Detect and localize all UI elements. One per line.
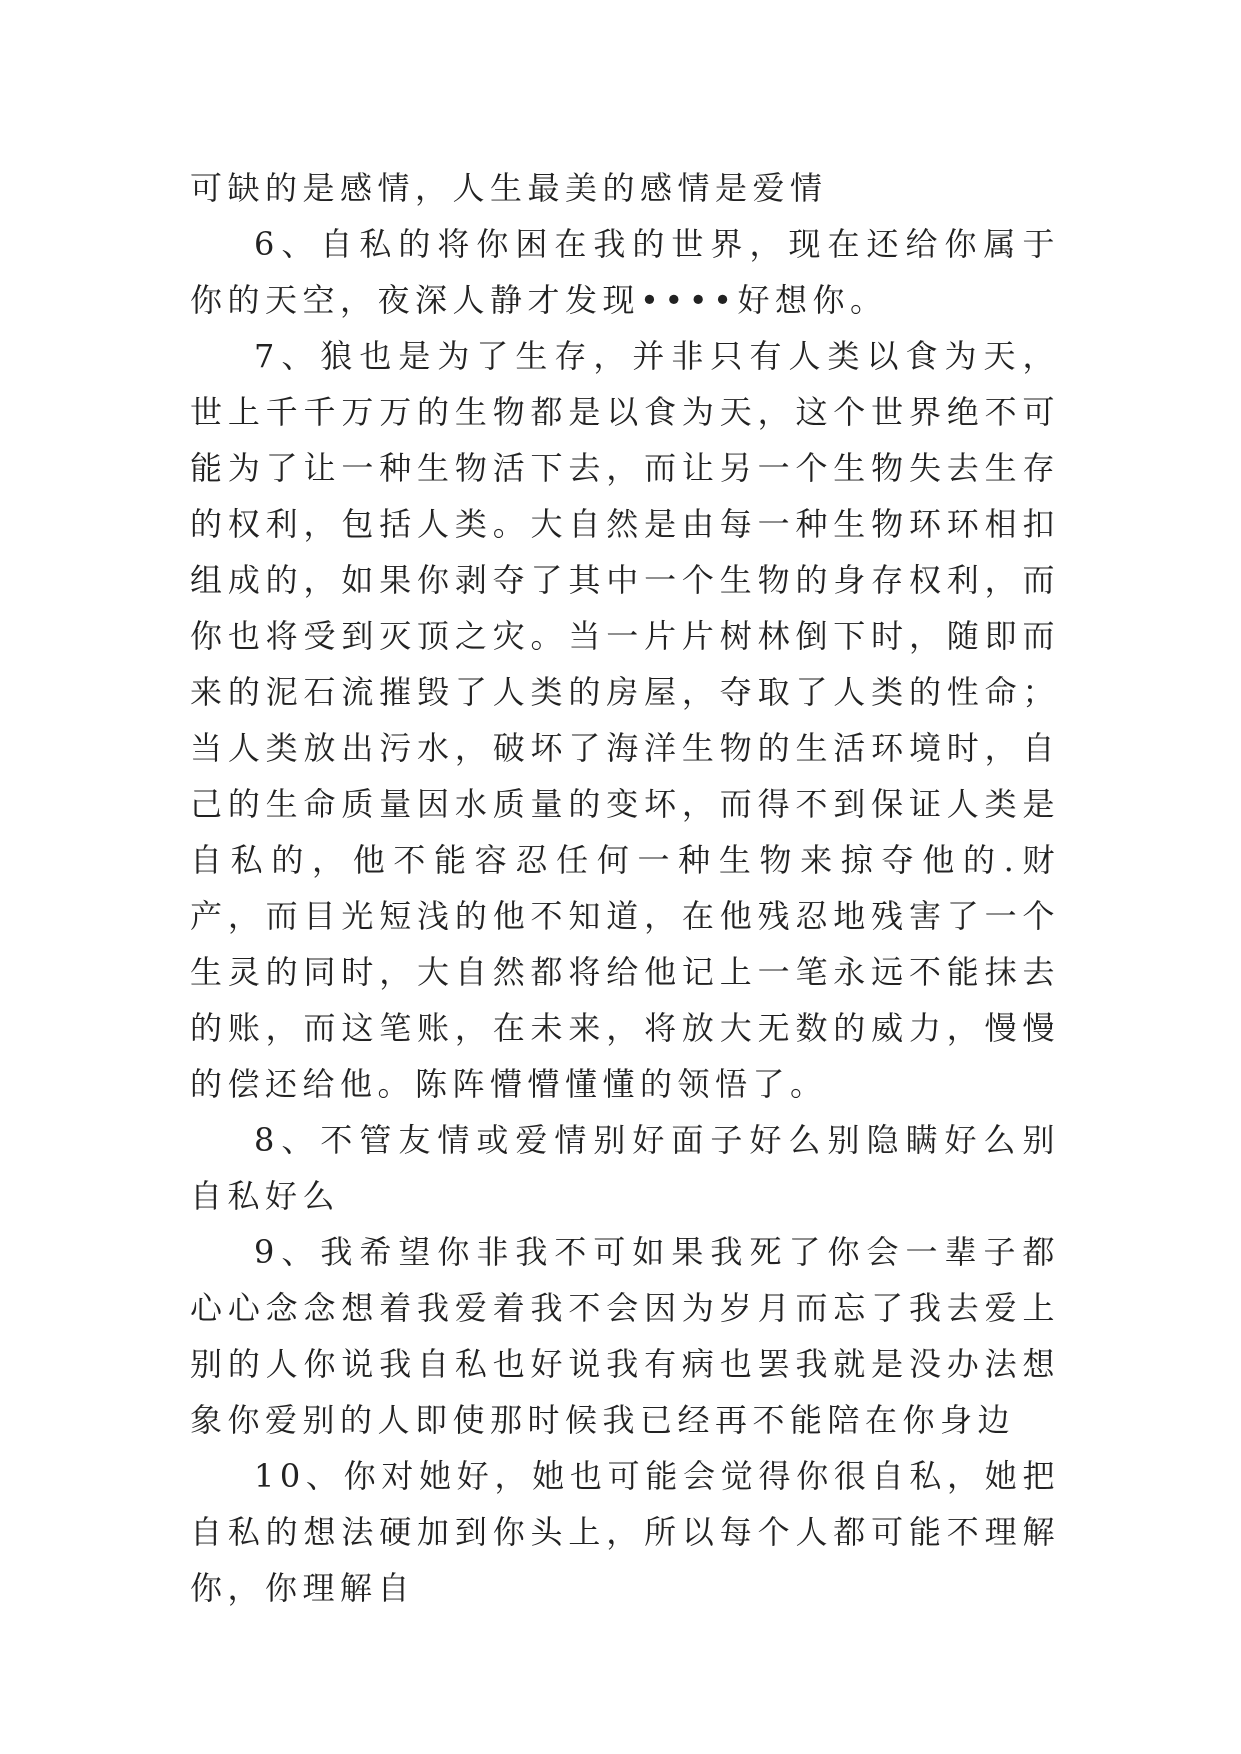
paragraph-continued: 可缺的是感情，人生最美的感情是爱情 [190,169,828,207]
paragraph-item-9: 9、我希望你非我不可如果我死了你会一辈子都心心念念想着我爱着我不会因为岁月而忘了我去爱上别的人你说我自私也好说我有病也罢我就是没办法想象你爱别的人即使那时候我已经再不能陪在你身边 [190,1233,1060,1439]
document-body [190,160,1060,1616]
paragraph-item-10: 10、你对她好，她也可能会觉得你很自私，她把自私的想法硬加到你头上，所以每个人都可能不理解你，你理解自 [190,1457,1060,1607]
paragraph-item-7: 7、狼也是为了生存，并非只有人类以食为天，世上千千万万的生物都是以食为天，这个世界绝不可能为了让一种生物活下去，而让另一个生物失去生存的权利，包括人类。大自然是由每一种生物环环相扣组成的，如果你剥夺了其中一个生物的身存权利，而你也将受到灭顶之灾。当一片片树林倒下时，随即而来的泥石流摧毁了人类的房屋，夺取了人类的性命；当人类放出污水，破坏了海洋生物的生活环境时，自己的生命质量因水质量的变坏，而得不到保证人类是自私的，他不能容忍任何一种生物来掠夺他的.财产，而目光短浅的他不知道，在他残忍地残害了一个生灵的同时，大自然都将给他记上一笔永远不能抹去的账，而这笔账，在未来，将放大无数的威力，慢慢的偿还给他。陈阵懵懵懂懂的领悟了。 [190,337,1060,1103]
paragraph-item-6: 6、自私的将你困在我的世界，现在还给你属于你的天空，夜深人静才发现••••好想你。 [190,225,1060,319]
paragraph-item-8: 8、不管友情或爱情别好面子好么别隐瞒好么别自私好么 [190,1121,1060,1215]
